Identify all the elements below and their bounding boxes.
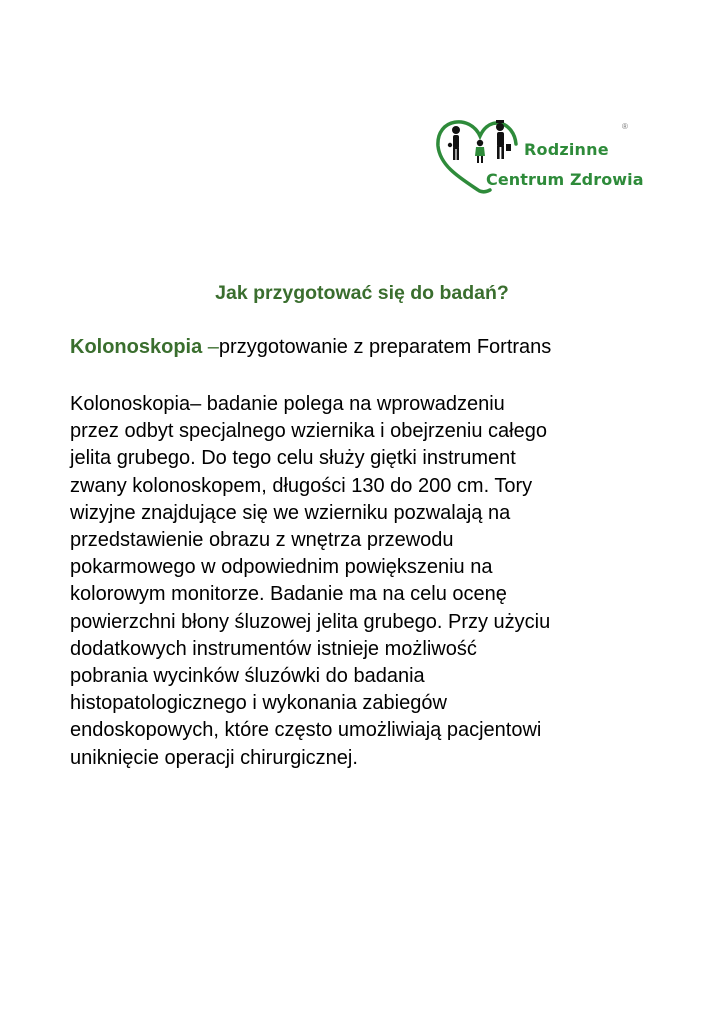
body-line: zwany kolonoskopem, długości 130 do 200 cm. Tory [70, 474, 533, 497]
body-line: endoskopowych, które często umożliwiają pacjentowi [70, 719, 542, 742]
subheading-dash: – [202, 336, 219, 358]
body-paragraph [70, 391, 670, 772]
body-line: histopatologicznego i wykonania zabiegów [70, 692, 447, 715]
body-line: dodatkowych instrumentów istnieje możliwość [70, 637, 477, 660]
page-title: Jak przygotować się do badań? [215, 282, 509, 304]
logo-text-centrum-zdrowia: Centrum Zdrowia [486, 170, 644, 189]
body-line: pokarmowego w odpowiednim powiększeniu na [70, 556, 493, 579]
subheading-rest: przygotowanie z preparatem Fortrans [218, 336, 552, 358]
body-line: wizyjne znajdujące się we wzierniku pozwalają na [70, 501, 511, 524]
body-line: uniknięcie operacji chirurgicznej. [70, 746, 358, 769]
body-line: jelita grubego. Do tego celu służy giętki instrument [70, 447, 516, 470]
section-subheading [70, 336, 551, 359]
logo [432, 114, 644, 194]
subheading-procedure: Kolonoskopia [70, 336, 203, 358]
body-line: przez odbyt specjalnego wziernika i obejrzeniu całego [70, 420, 547, 443]
body-line: przedstawienie obrazu z wnętrza przewodu [70, 529, 454, 552]
body-line: Kolonoskopia– badanie polega na wprowadzeniu [70, 393, 505, 415]
body-line: kolorowym monitorze. Badanie ma na celu ocenę [70, 583, 507, 606]
logo-text-rodzinne: Rodzinne [524, 140, 609, 159]
body-line: powierzchni błony śluzowej jelita grubego. Przy użyciu [70, 610, 551, 633]
registered-mark: ® [622, 122, 628, 131]
body-line: pobrania wycinków śluzówki do badania [70, 665, 425, 688]
